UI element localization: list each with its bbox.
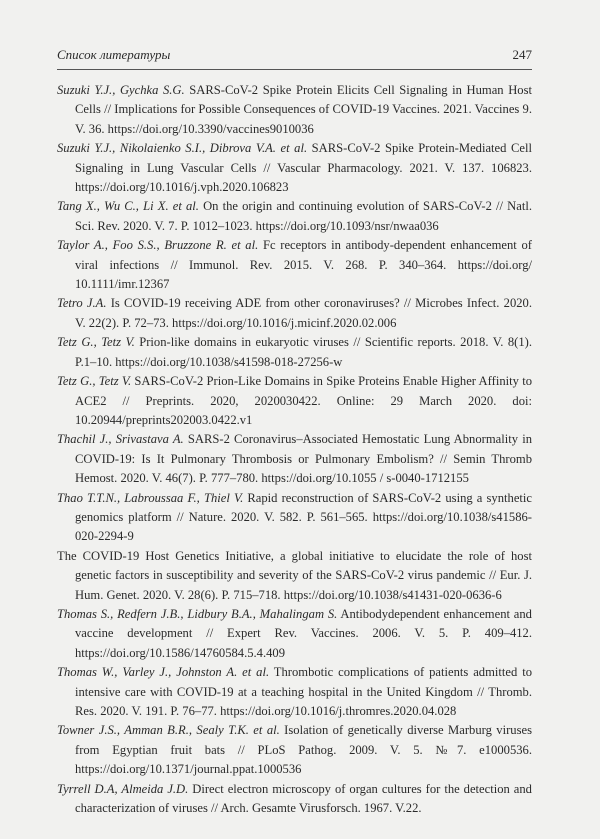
reference-list xyxy=(57,81,532,818)
reference-item: Thomas S., Redfern J.B., Lidbury B.A., Mahalingam S. Antibodydependent enhancement and vaccine development // Expert Rev. Vaccines. 2006. V. 5. P. 409–412. https://doi.org/10.1586/14760584.5.4.409 xyxy=(57,606,532,660)
reference-item: Thao T.T.N., Labroussaa F., Thiel V. Rapid reconstruction of SARS-CoV-2 using a synthetic genomics platform // Nature. 2020. V. 582. P. 561–565. https://doi.org/10.1038/s41586-020-2294-9 xyxy=(57,490,533,544)
reference-item: Suzuki Y.J., Nikolaienko S.I., Dibrova V.A. et al. SARS-CoV-2 Spike Protein-Mediated Cell Signaling in Lung Vascular Cells // Vascular Pharmacology. 2021. V. 137. 106823. https://doi.org/10.1016/j.vph.2020.106823 xyxy=(57,141,532,195)
running-header xyxy=(57,47,532,63)
reference-item: Tyrrell D.A, Almeida J.D. Direct electron microscopy of organ cultures for the detection and characterization of viruses // Arch. Gesamte Virusforsch. 1967. V.22. xyxy=(57,781,532,816)
reference-item: The COVID-19 Host Genetics Initiative, a global initiative to elucidate the role of host genetic factors in susceptibility and severity of the SARS-CoV-2 virus pandemic // Eur. J. Hum. Genet. 2020. V. 28(6). P. 715–718. https://doi.org/10.1038/s41431-020-0636-6 xyxy=(57,548,532,602)
reference-item: Tetro J.A. Is COVID-19 receiving ADE from other coronaviruses? // Microbes Infect. 2020. V. 22(2). P. 72–73. https://doi.org/10.1016/j.micinf.2020.02.006 xyxy=(57,296,532,330)
reference-item: Thomas W., Varley J., Johnston A. et al. Thrombotic complications of patients admitted to intensive care with COVID-19 at a teaching hospital in the United Kingdom // Thromb. Res. 2020. V. 191. P. 76–77. https://doi.org/10.1016/j.thromres.2020.04.028 xyxy=(57,665,532,718)
header-rule xyxy=(57,69,532,70)
reference-item: Taylor A., Foo S.S., Bruzzone R. et al. Fc receptors in antibody-dependent enhancement of viral infections // Immunol. Rev. 2015. V. 268. P. 340–364. https://doi.org/ 10.1111/imr.12367 xyxy=(57,238,532,292)
reference-item: Suzuki Y.J., Gychka S.G. SARS-CoV-2 Spike Protein Elicits Cell Signaling in Human Host Cells // Implications for Possible Consequences of COVID-19 Vaccines. 2021. Vaccines 9. V. 36. https://doi.org/10.3390/vaccines9010036 xyxy=(57,83,532,136)
reference-item: Tang X., Wu C., Li X. et al. On the origin and continuing evolution of SARS-CoV-2 // Natl. Sci. Rev. 2020. V. 7. P. 1012–1023. https://doi.org/10.1093/nsr/nwaa036 xyxy=(57,199,533,233)
section-title: Список литературы xyxy=(57,47,171,62)
reference-item: Towner J.S., Amman B.R., Sealy T.K. et al. Isolation of genetically diverse Marburg viruses from Egyptian fruit bats // PLoS Pathog. 2009. V. 5. №7. e1000536. https://doi.org/10.1371/journal.ppat.1000536 xyxy=(57,723,532,777)
reference-item: Thachil J., Srivastava A. SARS-2 Coronavirus–Associated Hemostatic Lung Abnormality in COVID-19: Is It Pulmonary Thrombosis or Pulmonary Embolism? // Semin Thromb Hemost. 2020. V. 46(7). P. 777–780. https://doi.org/10.1055 / s-0040-1712155 xyxy=(57,432,532,486)
page-number: 247 xyxy=(512,47,532,62)
reference-item: Tetz G., Tetz V. SARS-CoV-2 Prion-Like Domains in Spike Proteins Enable Higher Affinity to ACE2 // Preprints. 2020, 2020030422. Online: 29 March 2020. doi: 10.20944/preprints202003.0422.v1 xyxy=(57,374,532,427)
reference-item: Tetz G., Tetz V. Prion-like domains in eukaryotic viruses // Scientific reports. 2018. V. 8(1). P.1–10. https://doi.org/10.1038/s41598-018-27256-w xyxy=(57,335,532,369)
